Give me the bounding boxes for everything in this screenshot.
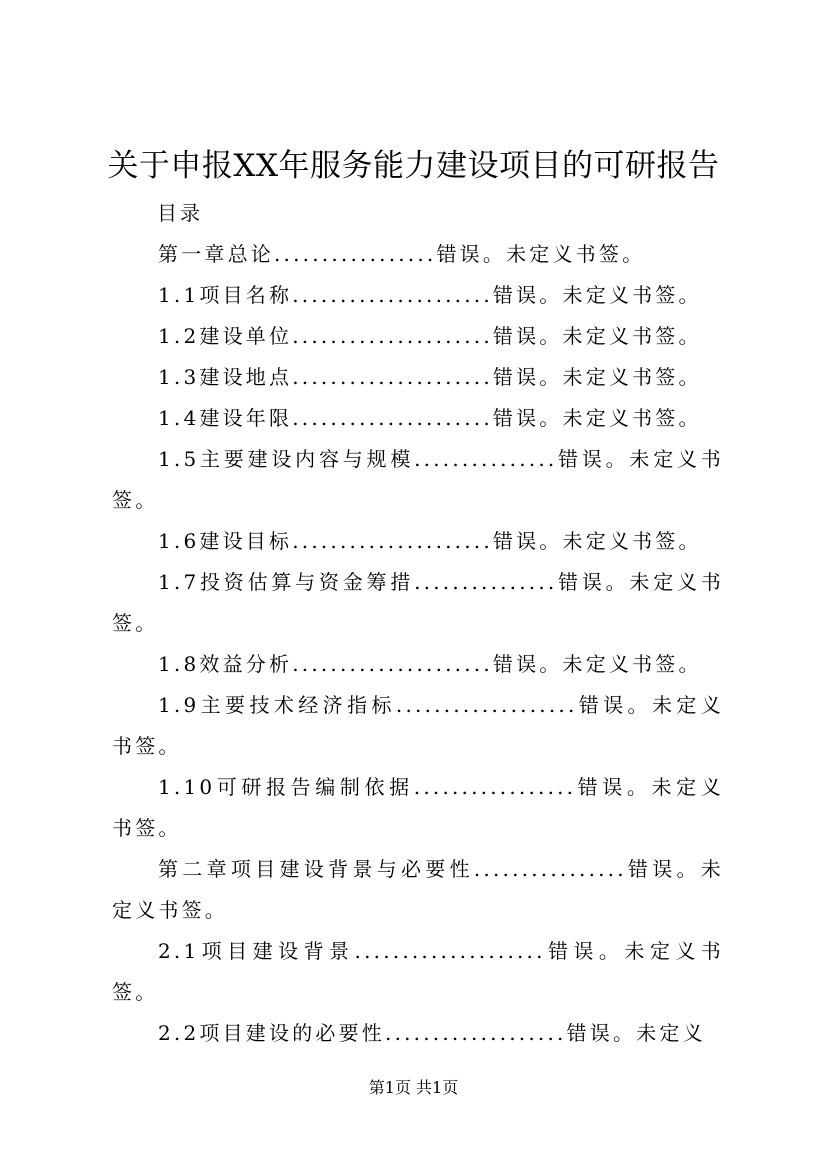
toc-entry-1-2[interactable]: 1.2建设单位.....................错误。未定义书签。 [158, 324, 702, 348]
toc-entry-chapter-1[interactable]: 第一章总论.................错误。未定义书签。 [158, 242, 646, 266]
toc-entry-1-10[interactable]: 1.10可研报告编制依据.................错误。未定义书签。 [112, 775, 724, 840]
toc-entry-1-7[interactable]: 1.7投资估算与资金筹措...............错误。未定义书签。 [112, 570, 724, 635]
toc-entry-1-5[interactable]: 1.5主要建设内容与规模...............错误。未定义书签。 [112, 447, 724, 512]
toc-heading: 目录 [157, 201, 203, 225]
table-of-contents [112, 234, 724, 1054]
toc-entry-1-4[interactable]: 1.4建设年限.....................错误。未定义书签。 [158, 406, 702, 430]
toc-entry-1-9[interactable]: 1.9主要技术经济指标...................错误。未定义书签。 [112, 693, 724, 758]
toc-entry-chapter-2[interactable]: 第二章项目建设背景与必要性................错误。未定义书签。 [112, 857, 724, 922]
page-footer: 第1页 共1页 [368, 1078, 459, 1097]
toc-entry-1-6[interactable]: 1.6建设目标.....................错误。未定义书签。 [158, 529, 702, 553]
toc-entry-1-3[interactable]: 1.3建设地点.....................错误。未定义书签。 [158, 365, 702, 389]
toc-entry-1-8[interactable]: 1.8效益分析.....................错误。未定义书签。 [158, 652, 702, 676]
document-title: 关于申报XX年服务能力建设项目的可研报告 [107, 148, 720, 184]
toc-entry-2-2[interactable]: 2.2项目建设的必要性...................错误。未定义 [158, 1021, 706, 1045]
toc-entry-1-1[interactable]: 1.1项目名称.....................错误。未定义书签。 [158, 283, 702, 307]
toc-entry-2-1[interactable]: 2.1项目建设背景....................错误。未定义书签。 [112, 939, 724, 1004]
